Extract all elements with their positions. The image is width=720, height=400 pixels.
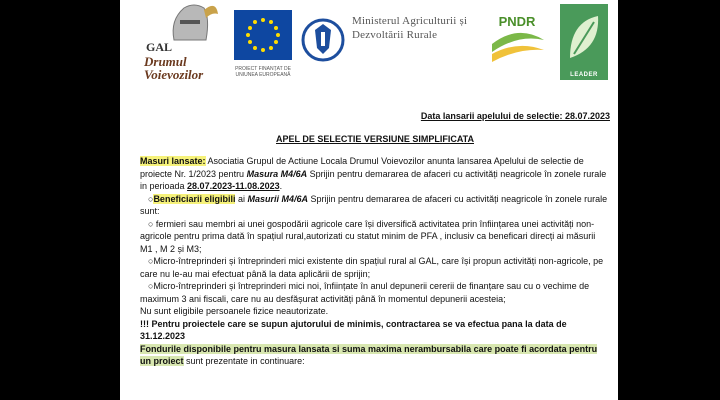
leader-label: LEADER: [570, 72, 598, 78]
funds-paragraph: Fondurile disponibile pentru masura lansata si suma maxima nerambursabila care poate fi acordata pentru un proiect sunt prezentate in continuare:: [140, 343, 598, 366]
government-logo: [301, 12, 345, 76]
measures-paragraph: Masuri lansate: Asociatia Grupul de Actiune Locala Drumul Voievozilor anunta lansarea Apelului de selectie de proiecte Nr. 1/2023 pentru Masura M4/6A Sprijin pentru demararea de afaceri cu activități neagricole în zonele rurale in perioada 28.07.2023-11.08.2023.: [140, 156, 607, 191]
coat-of-arms-icon: [301, 12, 345, 76]
leader-logo: [560, 4, 608, 80]
document-page: [120, 0, 618, 400]
launch-date: Data lansarii apelului de selectie: 28.07.2023: [420, 111, 610, 121]
ineligible-note: Nu sunt eligibile persoanele fizice neautorizate.: [140, 306, 329, 316]
gal-name-line-2: Voievozilor: [144, 67, 204, 82]
eu-flag-logo: [234, 10, 292, 60]
document-title: APEL DE SELECTIE VERSIUNE SIMPLIFICATA: [275, 133, 475, 144]
knight-helmet-icon: [160, 0, 220, 44]
pndr-label: PNDR: [498, 14, 536, 29]
ministry-name: Ministerul Agriculturii și Dezvoltării Rurale: [352, 15, 468, 41]
header-logos: [120, 0, 618, 104]
beneficiaries-paragraph: ○Beneficiarii eligibili ai Masurii M4/6A Sprijin pentru demararea de afaceri cu activități neagricole în zonele rurale sunt:: [140, 193, 608, 216]
beneficiary-item: ○Micro-întreprinderi și întreprinderi mici noi, înființate în anul depunerii cererii de finanțare sau cu o vechime de maximum 3 ani fiscali, care nu au desfășurat activități până în momentul depunerii acesteia;: [140, 281, 590, 304]
eu-caption: PROIECT FINANȚAT DE UNIUNEA EUROPEANĂ: [235, 66, 291, 78]
call-document: [140, 110, 610, 368]
beneficiary-item: ○ fermieri sau membri ai unei gospodării agricole care își diversifică activitatea prin înființarea unei activități non-agricole pentru prima dată în spațiul rural,autorizati cu statut minim de PFA , inclusiv ca beneficari direcți ai măsurii M1 , M 2 și M3;: [140, 218, 596, 254]
leader-leaf-icon: [560, 8, 608, 68]
eu-stars-icon: [234, 10, 292, 60]
minimis-note: !!! Pentru proiectele care se supun ajutorului de minimis, contractarea se va efectua pana la data de 31.12.2023: [140, 318, 567, 341]
gal-name-line-1: Drumul: [144, 54, 187, 69]
gal-label: GAL: [146, 40, 173, 54]
beneficiary-item: ○Micro-întreprinderi și întreprinderi mici existente din spațiul rural al GAL, care își propun activități non-agricole, pe care nu le-au mai efectuat până la data aplicării de sprijin;: [140, 256, 604, 279]
pndr-logo: [488, 4, 546, 76]
gal-logo-text: [144, 40, 240, 81]
gal-logo: [144, 0, 240, 96]
